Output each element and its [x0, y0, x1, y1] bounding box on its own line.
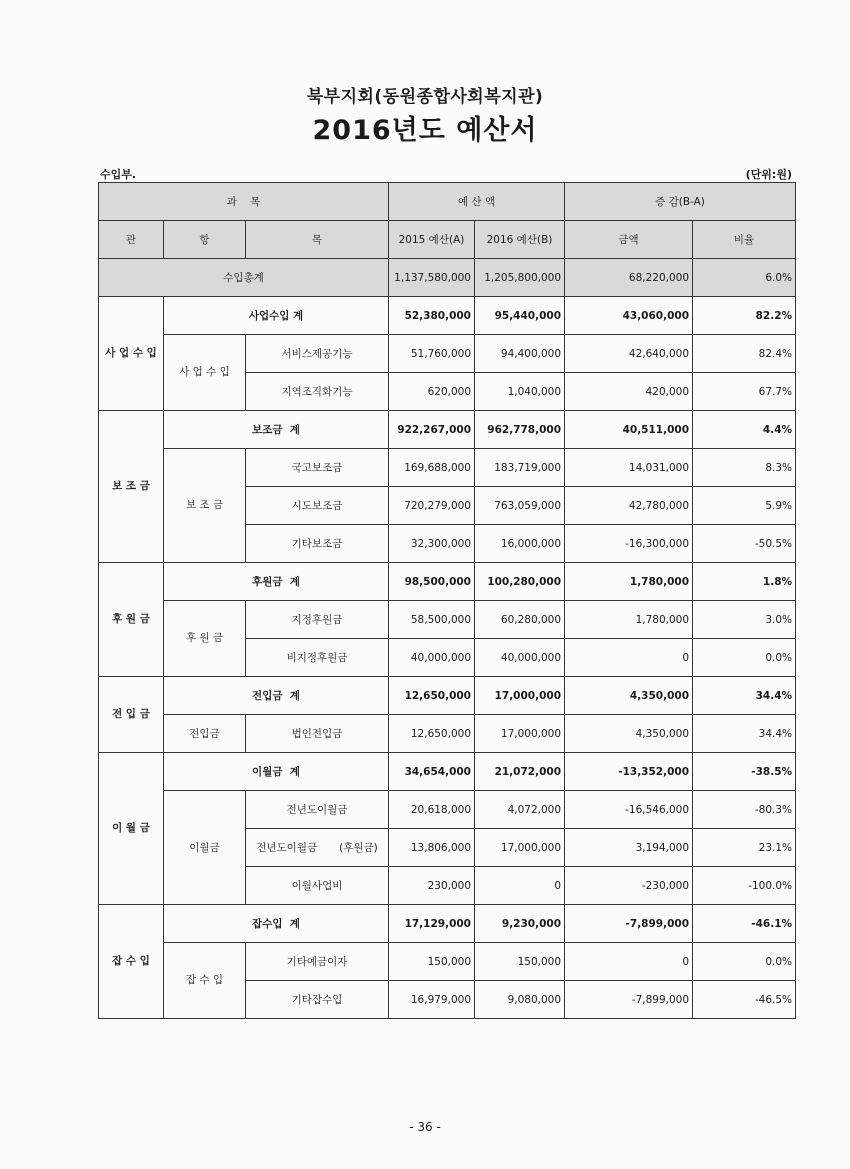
table-row	[99, 335, 796, 373]
cell-2015: 58,500,000	[389, 601, 475, 639]
table-row	[99, 601, 796, 639]
cell-ratio: 23.1%	[693, 829, 796, 867]
cell-amount: 43,060,000	[565, 297, 693, 335]
cell-2016: 183,719,000	[475, 449, 565, 487]
cell-2016: 17,000,000	[475, 829, 565, 867]
cell-amount: -16,300,000	[565, 525, 693, 563]
gwan-cell: 후 원 금	[99, 563, 164, 677]
gwan-cell: 잡 수 입	[99, 905, 164, 1019]
cell-amount: 1,780,000	[565, 601, 693, 639]
cell-2016: 1,040,000	[475, 373, 565, 411]
cell-2015: 150,000	[389, 943, 475, 981]
hang-cell: 잡 수 입	[164, 943, 246, 1019]
table-row	[99, 563, 796, 601]
cell-amount: 420,000	[565, 373, 693, 411]
total-amount: 68,220,000	[565, 259, 693, 297]
total-2015: 1,137,580,000	[389, 259, 475, 297]
mok-cell: 비지정후원금	[246, 639, 389, 677]
table-row	[99, 905, 796, 943]
cell-ratio: -80.3%	[693, 791, 796, 829]
cell-amount: -13,352,000	[565, 753, 693, 791]
cell-2016: 150,000	[475, 943, 565, 981]
total-row	[99, 259, 796, 297]
cell-2016: 962,778,000	[475, 411, 565, 449]
unit-label: (단위:원)	[745, 168, 792, 181]
subtotal-label: 전입금 계	[164, 677, 389, 715]
header-subject: 과 목	[99, 183, 389, 221]
cell-2016: 9,080,000	[475, 981, 565, 1019]
cell-2015: 20,618,000	[389, 791, 475, 829]
table-header-row-1	[99, 183, 796, 221]
gwan-cell: 이 월 금	[99, 753, 164, 905]
cell-ratio: -46.5%	[693, 981, 796, 1019]
hang-cell: 후 원 금	[164, 601, 246, 677]
header-gwan: 관	[99, 221, 164, 259]
cell-2016: 4,072,000	[475, 791, 565, 829]
cell-2015: 16,979,000	[389, 981, 475, 1019]
cell-2015: 720,279,000	[389, 487, 475, 525]
hang-cell: 사 업 수 입	[164, 335, 246, 411]
mok-cell: 기타보조금	[246, 525, 389, 563]
cell-amount: -16,546,000	[565, 791, 693, 829]
cell-amount: 14,031,000	[565, 449, 693, 487]
cell-amount: 4,350,000	[565, 677, 693, 715]
cell-amount: 42,640,000	[565, 335, 693, 373]
table-row	[99, 411, 796, 449]
mok-cell: 지역조직화기능	[246, 373, 389, 411]
cell-2016: 17,000,000	[475, 677, 565, 715]
cell-2016: 0	[475, 867, 565, 905]
mok-cell: 국고보조금	[246, 449, 389, 487]
cell-2015: 32,300,000	[389, 525, 475, 563]
header-hang: 항	[164, 221, 246, 259]
cell-ratio: 0.0%	[693, 639, 796, 677]
gwan-cell: 사 업 수 입	[99, 297, 164, 411]
cell-amount: 42,780,000	[565, 487, 693, 525]
cell-2015: 98,500,000	[389, 563, 475, 601]
subtotal-label: 후원금 계	[164, 563, 389, 601]
cell-amount: 0	[565, 943, 693, 981]
header-ratio: 비율	[693, 221, 796, 259]
mok-cell: 기타잡수입	[246, 981, 389, 1019]
cell-ratio: 82.4%	[693, 335, 796, 373]
mok-cell: 전년도이월금	[246, 791, 389, 829]
hang-cell: 전입금	[164, 715, 246, 753]
header-budget: 예 산 액	[389, 183, 565, 221]
total-label: 수입총계	[99, 259, 389, 297]
cell-amount: 0	[565, 639, 693, 677]
section-label: 수입부.	[100, 168, 137, 181]
cell-2015: 17,129,000	[389, 905, 475, 943]
table-header-row-2	[99, 221, 796, 259]
header-diff: 증 감(B-A)	[565, 183, 796, 221]
cell-ratio: -46.1%	[693, 905, 796, 943]
cell-ratio: -50.5%	[693, 525, 796, 563]
subtotal-label: 이월금 계	[164, 753, 389, 791]
cell-2015: 230,000	[389, 867, 475, 905]
table-row	[99, 943, 796, 981]
header-2015: 2015 예산(A)	[389, 221, 475, 259]
cell-2016: 100,280,000	[475, 563, 565, 601]
cell-amount: 3,194,000	[565, 829, 693, 867]
gwan-cell: 전 입 금	[99, 677, 164, 753]
cell-ratio: 5.9%	[693, 487, 796, 525]
cell-2016: 21,072,000	[475, 753, 565, 791]
cell-ratio: 67.7%	[693, 373, 796, 411]
page-subtitle: 북부지회(동원종합사회복지관)	[306, 87, 544, 107]
page-number: - 36 -	[409, 1120, 441, 1134]
cell-amount: -230,000	[565, 867, 693, 905]
cell-ratio: 8.3%	[693, 449, 796, 487]
cell-2016: 16,000,000	[475, 525, 565, 563]
subtotal-label: 보조금 계	[164, 411, 389, 449]
cell-2016: 95,440,000	[475, 297, 565, 335]
mok-cell-label: 전년도이월금	[256, 842, 318, 854]
cell-2016: 17,000,000	[475, 715, 565, 753]
subtotal-label: 사업수입 계	[164, 297, 389, 335]
table-row	[99, 677, 796, 715]
table-row	[99, 715, 796, 753]
cell-2015: 922,267,000	[389, 411, 475, 449]
cell-amount: 40,511,000	[565, 411, 693, 449]
table-row	[99, 791, 796, 829]
cell-ratio: 34.4%	[693, 715, 796, 753]
total-2016: 1,205,800,000	[475, 259, 565, 297]
hang-cell: 보 조 금	[164, 449, 246, 563]
cell-2015: 12,650,000	[389, 677, 475, 715]
table-row	[99, 753, 796, 791]
cell-ratio: 0.0%	[693, 943, 796, 981]
hang-cell: 이월금	[164, 791, 246, 905]
cell-amount: 4,350,000	[565, 715, 693, 753]
mok-cell: 법인전입금	[246, 715, 389, 753]
cell-amount: -7,899,000	[565, 981, 693, 1019]
cell-2016: 763,059,000	[475, 487, 565, 525]
total-ratio: 6.0%	[693, 259, 796, 297]
cell-2016: 94,400,000	[475, 335, 565, 373]
cell-2015: 40,000,000	[389, 639, 475, 677]
cell-2015: 620,000	[389, 373, 475, 411]
cell-ratio: 34.4%	[693, 677, 796, 715]
mok-cell: 지정후원금	[246, 601, 389, 639]
page-title: 2016년도 예산서	[312, 115, 538, 146]
header-amount: 금액	[565, 221, 693, 259]
cell-2016: 9,230,000	[475, 905, 565, 943]
cell-2016: 60,280,000	[475, 601, 565, 639]
cell-2016: 40,000,000	[475, 639, 565, 677]
cell-2015: 52,380,000	[389, 297, 475, 335]
gwan-cell: 보 조 금	[99, 411, 164, 563]
cell-ratio: 4.4%	[693, 411, 796, 449]
mok-cell: 기타예금이자	[246, 943, 389, 981]
cell-amount: 1,780,000	[565, 563, 693, 601]
cell-2015: 34,654,000	[389, 753, 475, 791]
cell-2015: 51,760,000	[389, 335, 475, 373]
budget-table	[98, 182, 796, 1019]
mok-cell: 이월사업비	[246, 867, 389, 905]
table-row	[99, 297, 796, 335]
cell-ratio: 82.2%	[693, 297, 796, 335]
mok-cell: 서비스제공기능	[246, 335, 389, 373]
cell-ratio: 1.8%	[693, 563, 796, 601]
header-mok: 목	[246, 221, 389, 259]
mok-cell-note: (후원금)	[339, 842, 378, 854]
cell-2015: 169,688,000	[389, 449, 475, 487]
cell-ratio: -100.0%	[693, 867, 796, 905]
cell-amount: -7,899,000	[565, 905, 693, 943]
header-2016: 2016 예산(B)	[475, 221, 565, 259]
cell-ratio: -38.5%	[693, 753, 796, 791]
cell-2015: 13,806,000	[389, 829, 475, 867]
cell-ratio: 3.0%	[693, 601, 796, 639]
mok-cell	[246, 829, 389, 867]
subtotal-label: 잡수입 계	[164, 905, 389, 943]
mok-cell: 시도보조금	[246, 487, 389, 525]
table-row	[99, 449, 796, 487]
cell-2015: 12,650,000	[389, 715, 475, 753]
